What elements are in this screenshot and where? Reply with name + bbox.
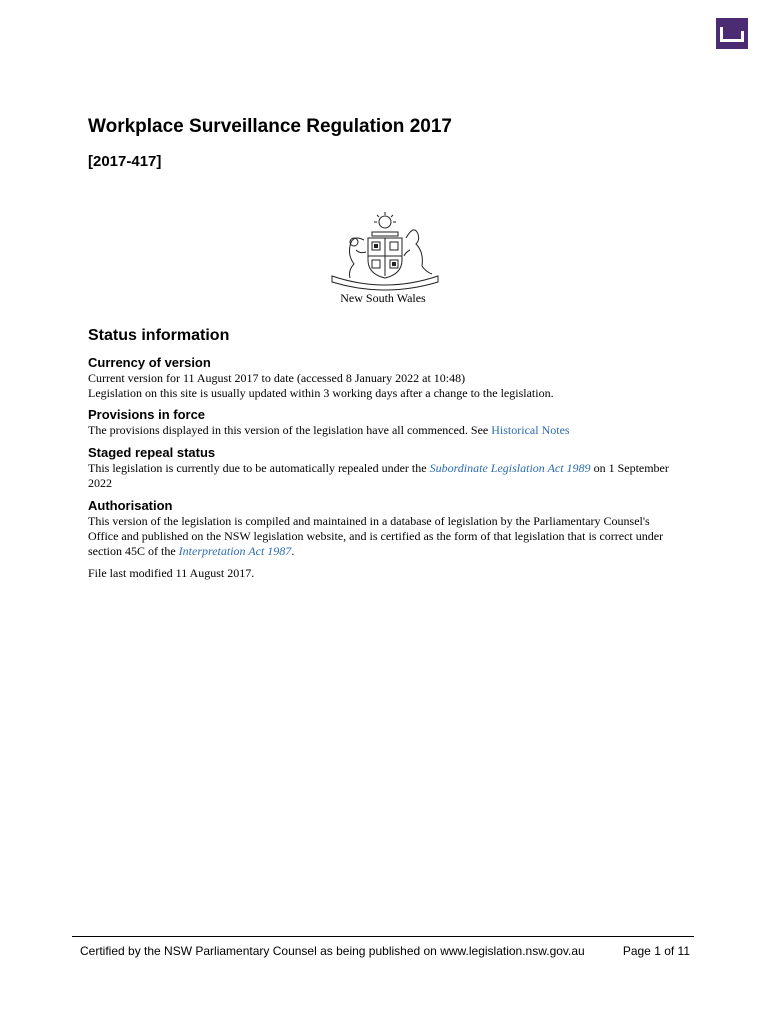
repeal-section [88,445,678,491]
authorisation-text-after: . [291,544,295,558]
subordinate-legislation-act-link[interactable]: Subordinate Legislation Act 1989 [429,461,591,475]
currency-line-2: Legislation on this site is usually updated within 3 working days after a change to the legislation. [88,386,554,400]
repeal-text [88,461,678,491]
nsw-legislation-logo-icon [716,18,748,49]
authorisation-section [88,498,678,559]
footer-certified-text: Certified by the NSW Parliamentary Counsel as being published on www.legislation.nsw.gov.au [80,944,585,958]
interpretation-act-link[interactable]: Interpretation Act 1987 [178,544,292,558]
document-number: [2017-417] [88,153,162,170]
provisions-section [88,407,678,438]
authorisation-text [88,514,678,559]
repeal-text-before: This legislation is currently due to be automatically repealed under the [88,461,430,475]
currency-line-1: Current version for 11 August 2017 to date (accessed 8 January 2022 at 10:48) [88,371,466,385]
provisions-text [88,423,678,438]
repeal-text-after: on 1 September 2022 [88,461,669,490]
document-title: Workplace Surveillance Regulation 2017 [88,116,452,137]
footer-page-number: Page 1 of 11 [622,944,690,958]
file-modified-text: File last modified 11 August 2017. [88,566,255,580]
status-heading: Status information [88,327,230,344]
provisions-text-body: The provisions displayed in this version of the legislation have all commenced. See [88,423,492,437]
page-footer [80,944,690,958]
repeal-heading: Staged repeal status [88,445,216,460]
footer-divider [72,936,694,937]
currency-section [88,355,678,401]
provisions-heading: Provisions in force [88,407,206,422]
modified-section [88,566,678,581]
historical-notes-link[interactable]: Historical Notes [491,423,570,437]
nsw-coat-of-arms-icon [326,210,444,292]
authorisation-text-before: This version of the legislation is compiled and maintained in a database of legislation by the Parliamentary Counsel's Office and published on the NSW legislation website, and is certified as the form of that legislation that is correct under section 45C of the [88,514,664,558]
crest-caption: New South Wales [340,291,426,305]
authorisation-heading: Authorisation [88,498,173,513]
currency-heading: Currency of version [88,355,211,370]
